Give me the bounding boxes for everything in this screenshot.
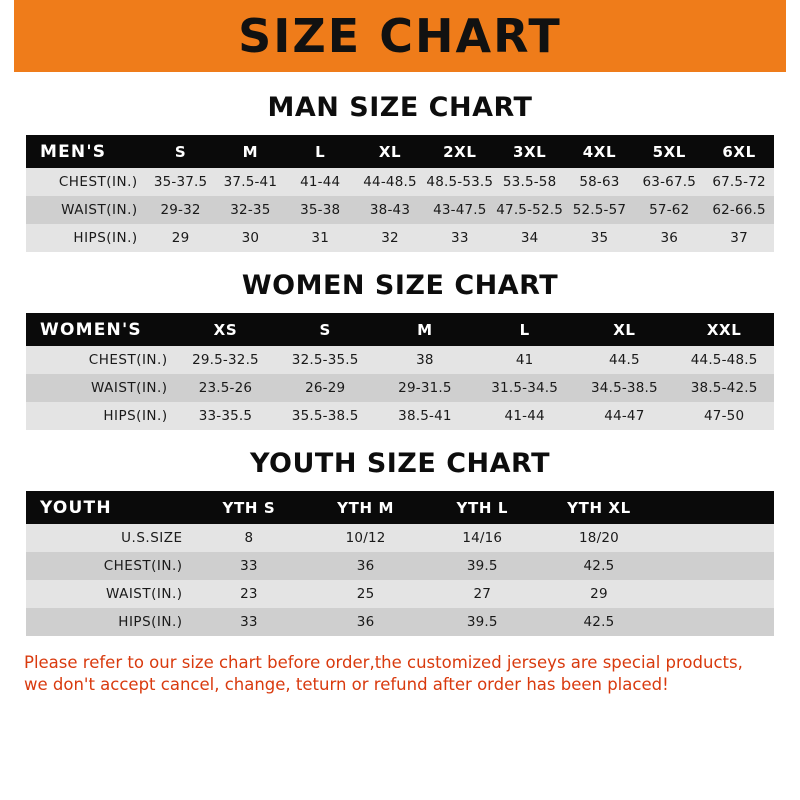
table-cell: 29 xyxy=(541,580,658,608)
man-size-table xyxy=(26,135,774,252)
column-header: S xyxy=(275,313,375,346)
table-cell: 32.5-35.5 xyxy=(275,346,375,374)
table-cell: 43-47.5 xyxy=(425,196,495,224)
row-label: CHEST(IN.) xyxy=(26,552,191,580)
column-header: L xyxy=(285,135,355,168)
table-cell: 47.5-52.5 xyxy=(495,196,565,224)
column-header: YTH L xyxy=(424,491,541,524)
table-cell: 27 xyxy=(424,580,541,608)
table-cell: 63-67.5 xyxy=(634,168,704,196)
table-cell: 58-63 xyxy=(565,168,635,196)
table-cell: 44-47 xyxy=(575,402,675,430)
table-cell: 29.5-32.5 xyxy=(176,346,276,374)
table-cell: 53.5-58 xyxy=(495,168,565,196)
table-cell: 29 xyxy=(146,224,216,252)
table-cell: 42.5 xyxy=(541,608,658,636)
column-header: YTH S xyxy=(191,491,308,524)
table-cell: 36 xyxy=(307,608,424,636)
table-cell: 33 xyxy=(191,552,308,580)
table-cell: 31.5-34.5 xyxy=(475,374,575,402)
youth-size-table xyxy=(26,491,774,636)
table-cell: 29-32 xyxy=(146,196,216,224)
table-cell: 14/16 xyxy=(424,524,541,552)
table-cell-empty xyxy=(657,580,774,608)
column-header: YOUTH xyxy=(26,491,191,524)
table-cell: 25 xyxy=(307,580,424,608)
table-cell: 48.5-53.5 xyxy=(425,168,495,196)
table-row xyxy=(26,608,774,636)
table-header-row xyxy=(26,313,774,346)
table-cell: 38 xyxy=(375,346,475,374)
table-cell: 36 xyxy=(634,224,704,252)
table-cell-empty xyxy=(657,552,774,580)
table-cell: 34 xyxy=(495,224,565,252)
column-header: L xyxy=(475,313,575,346)
table-cell: 41-44 xyxy=(475,402,575,430)
table-cell: 10/12 xyxy=(307,524,424,552)
section-title-youth: YOUTH SIZE CHART xyxy=(249,448,551,479)
column-header: XXL xyxy=(674,313,774,346)
table-cell: 35-38 xyxy=(285,196,355,224)
table-row xyxy=(26,374,774,402)
disclaimer-note xyxy=(0,652,800,697)
row-label: HIPS(IN.) xyxy=(26,224,146,252)
table-cell: 33 xyxy=(191,608,308,636)
table-cell: 23 xyxy=(191,580,308,608)
table-row xyxy=(26,196,774,224)
page-title: SIZE CHART xyxy=(238,9,562,63)
row-label: HIPS(IN.) xyxy=(26,402,176,430)
disclaimer-line-2: we don't accept cancel, change, teturn or refund after order has been placed! xyxy=(24,675,669,695)
row-label: WAIST(IN.) xyxy=(26,580,191,608)
column-header: M xyxy=(375,313,475,346)
table-cell: 8 xyxy=(191,524,308,552)
table-cell: 47-50 xyxy=(674,402,774,430)
section-title-women: WOMEN SIZE CHART xyxy=(241,270,559,301)
table-cell: 18/20 xyxy=(541,524,658,552)
table-cell: 26-29 xyxy=(275,374,375,402)
table-cell: 37 xyxy=(704,224,774,252)
row-label: CHEST(IN.) xyxy=(26,346,176,374)
table-cell: 39.5 xyxy=(424,552,541,580)
table-cell: 38.5-41 xyxy=(375,402,475,430)
table-cell: 37.5-41 xyxy=(215,168,285,196)
table-cell: 33-35.5 xyxy=(176,402,276,430)
column-header: M xyxy=(215,135,285,168)
table-cell: 39.5 xyxy=(424,608,541,636)
table-cell: 34.5-38.5 xyxy=(575,374,675,402)
table-cell: 42.5 xyxy=(541,552,658,580)
column-header: XL xyxy=(575,313,675,346)
disclaimer-line-1: Please refer to our size chart before order,the customized jerseys are special products, xyxy=(24,653,743,672)
table-row xyxy=(26,168,774,196)
table-cell-empty xyxy=(657,524,774,552)
table-cell: 38-43 xyxy=(355,196,425,224)
table-cell: 38.5-42.5 xyxy=(674,374,774,402)
table-cell: 67.5-72 xyxy=(704,168,774,196)
table-header-row xyxy=(26,491,774,524)
table-cell: 33 xyxy=(425,224,495,252)
table-cell: 44.5-48.5 xyxy=(674,346,774,374)
table-cell: 41-44 xyxy=(285,168,355,196)
column-header-empty xyxy=(657,491,774,524)
column-header: 4XL xyxy=(565,135,635,168)
table-row xyxy=(26,524,774,552)
table-cell: 35-37.5 xyxy=(146,168,216,196)
women-size-table xyxy=(26,313,774,430)
row-label: HIPS(IN.) xyxy=(26,608,191,636)
table-row xyxy=(26,580,774,608)
table-cell: 32 xyxy=(355,224,425,252)
table-cell-empty xyxy=(657,608,774,636)
column-header: MEN'S xyxy=(26,135,146,168)
row-label: WAIST(IN.) xyxy=(26,196,146,224)
table-cell: 32-35 xyxy=(215,196,285,224)
header-banner xyxy=(0,0,800,72)
table-cell: 57-62 xyxy=(634,196,704,224)
table-row xyxy=(26,552,774,580)
column-header: 3XL xyxy=(495,135,565,168)
table-cell: 35 xyxy=(565,224,635,252)
column-header: 2XL xyxy=(425,135,495,168)
table-row xyxy=(26,402,774,430)
table-cell: 52.5-57 xyxy=(565,196,635,224)
table-cell: 44.5 xyxy=(575,346,675,374)
table-cell: 36 xyxy=(307,552,424,580)
column-header: YTH M xyxy=(307,491,424,524)
table-header-row xyxy=(26,135,774,168)
column-header: 5XL xyxy=(634,135,704,168)
row-label: U.S.SIZE xyxy=(26,524,191,552)
column-header: XS xyxy=(176,313,276,346)
table-cell: 23.5-26 xyxy=(176,374,276,402)
section-title-man: MAN SIZE CHART xyxy=(267,92,533,123)
column-header: 6XL xyxy=(704,135,774,168)
table-cell: 62-66.5 xyxy=(704,196,774,224)
table-cell: 35.5-38.5 xyxy=(275,402,375,430)
table-cell: 31 xyxy=(285,224,355,252)
table-cell: 44-48.5 xyxy=(355,168,425,196)
row-label: CHEST(IN.) xyxy=(26,168,146,196)
column-header: XL xyxy=(355,135,425,168)
size-chart-content xyxy=(0,92,800,636)
table-row xyxy=(26,224,774,252)
table-row xyxy=(26,346,774,374)
table-cell: 30 xyxy=(215,224,285,252)
row-label: WAIST(IN.) xyxy=(26,374,176,402)
table-cell: 29-31.5 xyxy=(375,374,475,402)
column-header: WOMEN'S xyxy=(26,313,176,346)
column-header: S xyxy=(146,135,216,168)
table-cell: 41 xyxy=(475,346,575,374)
column-header: YTH XL xyxy=(541,491,658,524)
